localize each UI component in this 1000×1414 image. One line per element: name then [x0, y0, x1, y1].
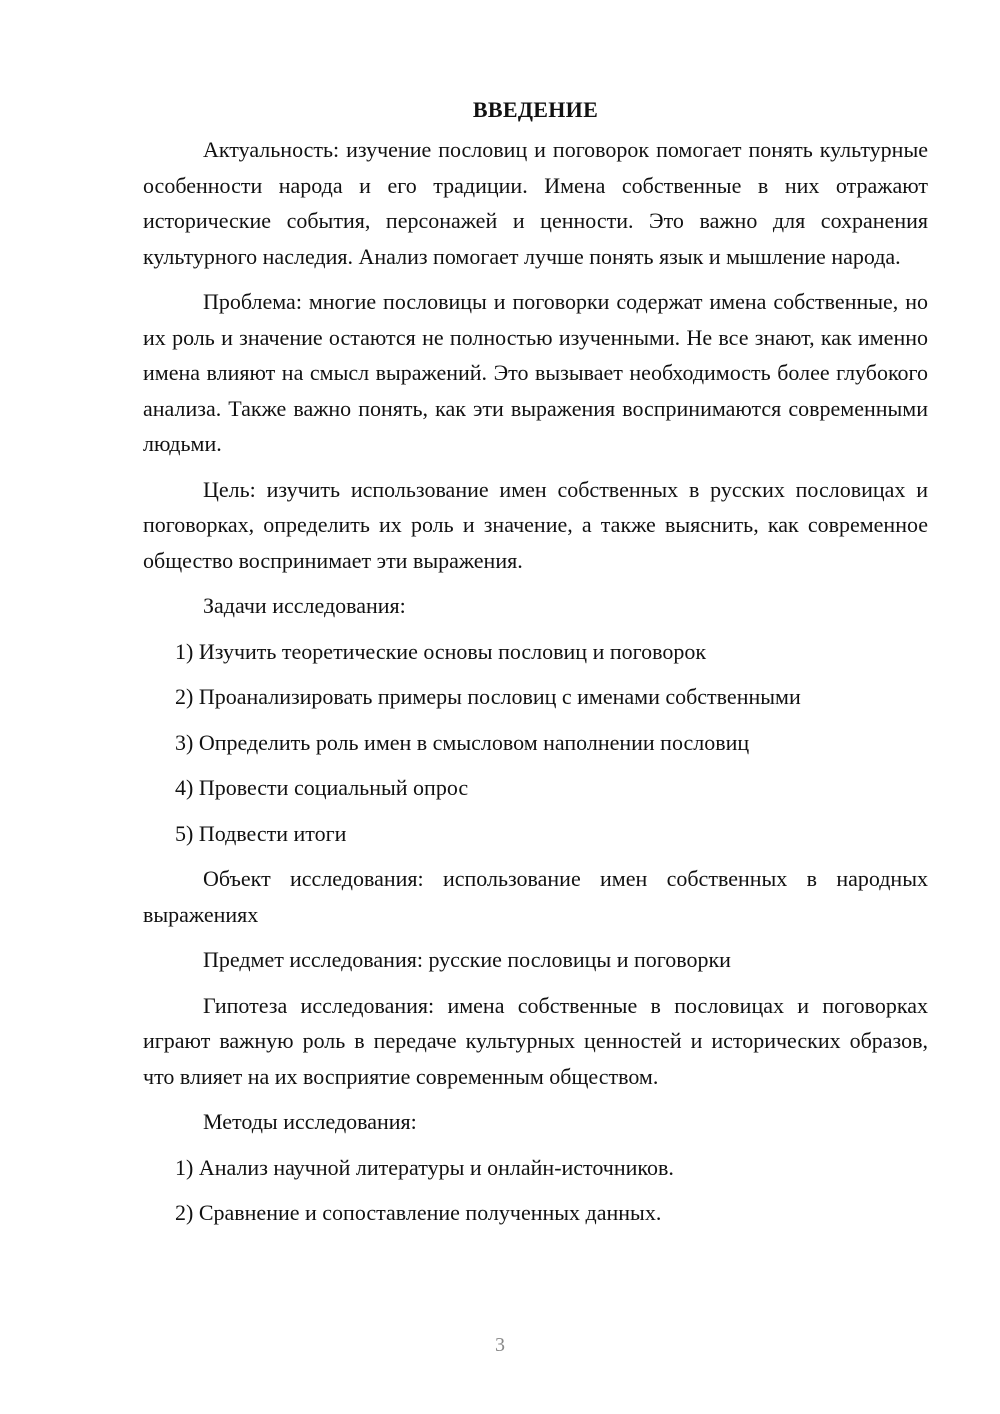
page-number: 3	[495, 1334, 505, 1356]
task-item-2: 2) Проанализировать примеры пословиц с именами собственными	[175, 684, 801, 709]
subject-paragraph: Предмет исследования: русские пословицы и поговорки	[203, 947, 731, 972]
relevance-paragraph: Актуальность: изучение пословиц и поговорок помогает понять культурные особенности народа и его традиции. Имена собственные в них отражают исторические события, персонажей и ценности. Это важно для сохранения культурного наследия. Анализ помогает лучше понять язык и мышление народа.	[143, 137, 928, 269]
object-paragraph: Объект исследования: использование имен собственных в народных выражениях	[143, 866, 928, 927]
method-item-1: 1) Анализ научной литературы и онлайн-источников.	[175, 1154, 674, 1180]
problem-paragraph: Проблема: многие пословицы и поговорки содержат имена собственные, но их роль и значение остаются не полностью изученными. Не все знают, как именно имена влияют на смысл выражений. Это вызывает необходимость более глубокого анализа. Также важно понять, как эти выражения воспринимаются современными людьми.	[143, 289, 928, 456]
document-page	[143, 92, 928, 1241]
hypothesis-paragraph: Гипотеза исследования: имена собственные в пословицах и поговорках играют важную роль в передаче культурных ценностей и исторических образов, что влияет на их восприятие современным обществом.	[143, 992, 928, 1089]
section-heading: ВВЕДЕНИЕ	[472, 97, 599, 122]
task-item-4: 4) Провести социальный опрос	[175, 775, 469, 800]
methods-title: Методы исследования:	[203, 1109, 417, 1134]
task-item-3: 3) Определить роль имен в смысловом наполнении пословиц	[175, 729, 750, 755]
method-item-2: 2) Сравнение и сопоставление полученных данных.	[175, 1200, 662, 1225]
task-item-1: 1) Изучить теоретические основы пословиц и поговорок	[175, 638, 707, 664]
task-item-5: 5) Подвести итоги	[175, 820, 347, 846]
goal-paragraph: Цель: изучить использование имен собственных в русских пословицах и поговорках, определить их роль и значение, а также выяснить, как современное общество воспринимает эти выражения.	[143, 476, 928, 573]
tasks-title: Задачи исследования:	[203, 593, 406, 618]
